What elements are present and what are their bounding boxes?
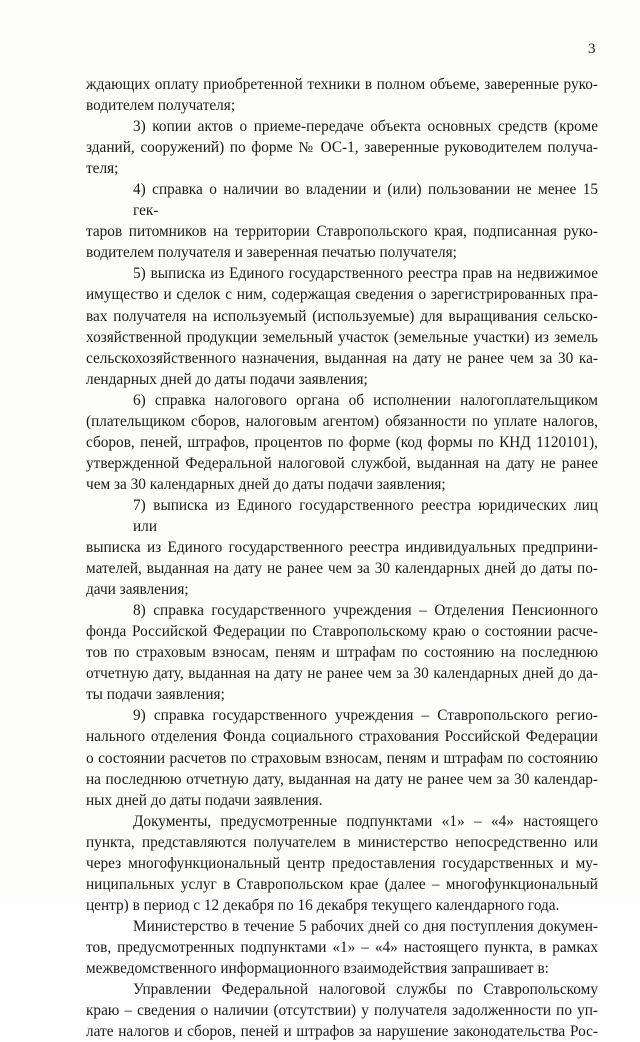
- text-line: через многофункциональный центр предоставления государственных и му-: [86, 854, 598, 872]
- text-line: 6) справка налогового органа об исполнении налогоплательщиком: [133, 391, 598, 409]
- text-line: 5) выписка из Единого государственного реестра прав на недвижимое: [133, 265, 598, 283]
- text-line: 8) справка государственного учреждения – Отделения Пенсионного: [133, 602, 598, 620]
- text-line: имущество и сделок с ним, содержащая сведения о зарегистрированных пра-: [86, 286, 598, 304]
- text-line: 4) справка о наличии во владении и (или) пользовании не менее 15 гек-: [133, 181, 598, 220]
- text-line: Документы, предусмотренные подпунктами «1» – «4» настоящего: [133, 812, 598, 830]
- text-line: ных дней до даты подачи заявления.: [86, 791, 323, 809]
- text-line: отчетную дату, выданная на дату не ранее чем за 30 календарных дней до да-: [86, 665, 598, 683]
- text-line: сборов, пеней, штрафов, процентов по форме (код формы по КНД 1120101),: [86, 433, 598, 451]
- text-line: на последнюю отчетную дату, выданная на дату не ранее чем за 30 календар-: [86, 770, 598, 788]
- text-line: (плательщиком сборов, налоговым агентом) обязанности по уплате налогов,: [86, 412, 598, 430]
- text-line: лате налогов и сборов, пеней и штрафов за нарушение законодательства Рос-: [86, 1023, 598, 1041]
- text-line: тов по страховым взносам, пеням и штрафам по состоянию на последнюю: [86, 644, 598, 662]
- text-line: Управлении Федеральной налоговой службы по Ставропольскому: [133, 981, 598, 999]
- page-number: 3: [588, 41, 596, 57]
- text-line: мателей, выданная на дату не ранее чем за 30 календарных дней до даты по-: [86, 560, 598, 578]
- text-line: тов, предусмотренных подпунктами «1» – «4» настоящего пункта, в рамках: [86, 938, 598, 956]
- text-line: зданий, сооружений) по форме № ОС-1, заверенные руководителем получа-: [86, 139, 598, 157]
- text-line: водителем получателя;: [86, 97, 236, 115]
- text-line: о состоянии расчетов по страховым взносам, пеням и штрафам по состоянию: [86, 749, 598, 767]
- text-line: выписка из Единого государственного реестра индивидуальных предприни-: [86, 539, 598, 557]
- text-line: дачи заявления;: [86, 581, 189, 599]
- text-line: фонда Российской Федерации по Ставропольскому краю о состоянии расче-: [86, 623, 598, 641]
- text-line: ты подачи заявления;: [86, 686, 225, 704]
- text-line: водителем получателя и заверенная печатью получателя;: [86, 244, 457, 262]
- text-line: 9) справка государственного учреждения – Ставропольского регио-: [133, 707, 598, 725]
- text-line: Министерство в течение 5 рабочих дней со дня поступления докумен-: [133, 917, 598, 935]
- text-line: нального отделения Фонда социального страхования Российской Федерации: [86, 728, 598, 746]
- text-line: 7) выписка из Единого государственного реестра юридических лиц или: [133, 496, 598, 535]
- text-line: лендарных дней до даты подачи заявления;: [86, 370, 368, 388]
- text-line: теля;: [86, 160, 119, 178]
- text-line: ниципальных услуг в Ставропольском крае (далее – многофункциональный: [86, 875, 598, 893]
- text-line: пункта, представляются получателем в министерство непосредственно или: [86, 833, 598, 851]
- text-line: утвержденной Федеральной налоговой службой, выданная на дату не ранее: [86, 454, 598, 472]
- text-line: вах получателя на используемый (используемые) для выращивания сельско-: [86, 307, 598, 325]
- text-line: таров питомников на территории Ставропольского края, подписанная руко-: [86, 223, 598, 241]
- text-line: чем за 30 календарных дней до даты подачи заявления;: [86, 475, 446, 493]
- text-line: межведомственного информационного взаимодействия запрашивает в:: [86, 959, 549, 977]
- text-line: центр) в период с 12 декабря по 16 декабря текущего календарного года.: [86, 896, 560, 914]
- document-body: [86, 74, 598, 1042]
- text-line: ждающих оплату приобретенной техники в полном объеме, заверенные руко-: [86, 76, 598, 93]
- text-line: краю – сведения о наличии (отсутствии) у получателя задолженности по уп-: [86, 1002, 598, 1020]
- text-line: 3) копии актов о приеме-передаче объекта основных средств (кроме: [133, 118, 598, 136]
- text-line: хозяйственной продукции земельный участок (земельные участки) из земель: [86, 328, 598, 346]
- text-line: сельскохозяйственного назначения, выданная на дату не ранее чем за 30 ка-: [86, 349, 598, 367]
